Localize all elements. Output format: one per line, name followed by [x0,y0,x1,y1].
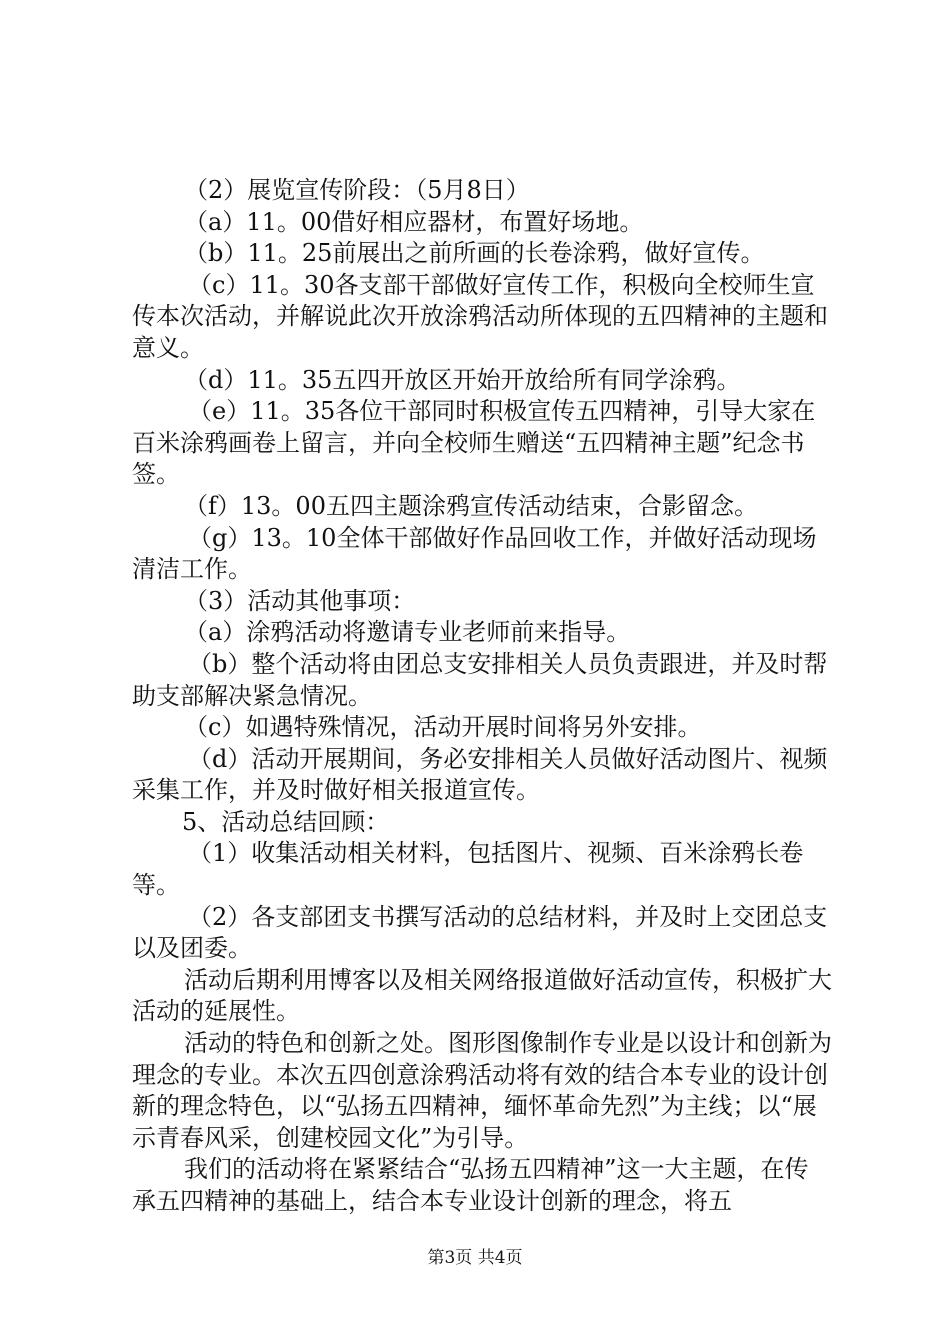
page-number: 第3页 共4页 [427,1248,523,1268]
section-heading: 5、活动总结回顾： [182,807,390,836]
paragraph: （f）13。00五四主题涂鸦宣传活动结束，合影留念。 [184,491,758,520]
paragraph: 活动后期利用博客以及相关网络报道做好活动宣传，积极扩大活动的延展性。 [132,965,832,1026]
paragraph: （b）11。25前展出之前所画的长卷涂鸦，做好宣传。 [184,239,765,268]
paragraph: 我们的活动将在紧紧结合“弘扬五四精神”这一大主题，在传承五四精神的基础上，结合本专业设计创新的理念，将五 [132,1155,809,1215]
document-body [132,175,832,1218]
paragraph: （d）11。35五四开放区开始开放给所有同学涂鸦。 [184,365,741,394]
paragraph: （c）如遇特殊情况，活动开展时间将另外安排。 [184,713,702,742]
paragraph: （e）11。35各位干部同时积极宣传五四精神，引导大家在百米涂鸦画卷上留言，并向全校师生赠送“五四精神主题”纪念书签。 [132,397,816,489]
paragraph: （b）整个活动将由团总支安排相关人员负责跟进，并及时帮助支部解决紧急情况。 [132,649,828,710]
paragraph: （a）涂鸦活动将邀请专业老师前来指导。 [184,618,631,647]
paragraph: 活动的特色和创新之处。图形图像制作专业是以设计和创新为理念的专业。本次五四创意涂鸦活动将有效的结合本专业的设计创新的理念特色，以“弘扬五四精神，缅怀革命先烈”为主线；以“展示青春风采，创建校园文化”为引导。 [132,1029,832,1152]
paragraph: （d）活动开展期间，务必安排相关人员做好活动图片、视频采集工作，并及时做好相关报道宣传。 [132,744,828,805]
paragraph: （a）11。00借好相应器材，布置好场地。 [184,207,644,236]
paragraph: （2）各支部团支书撰写活动的总结材料，并及时上交团总支以及团委。 [132,902,828,963]
paragraph: （g）13。10全体干部做好作品回收工作，并做好活动现场清洁工作。 [132,523,817,584]
paragraph: （c）11。30各支部干部做好宣传工作，积极向全校师生宣传本次活动，并解说此次开放涂鸦活动所体现的五四精神的主题和意义。 [132,270,828,362]
paragraph: （1）收集活动相关材料，包括图片、视频、百米涂鸦长卷等。 [132,839,804,900]
paragraph: （2）展览宣传阶段：（5月8日） [184,176,530,204]
paragraph: （3）活动其他事项： [184,586,416,615]
